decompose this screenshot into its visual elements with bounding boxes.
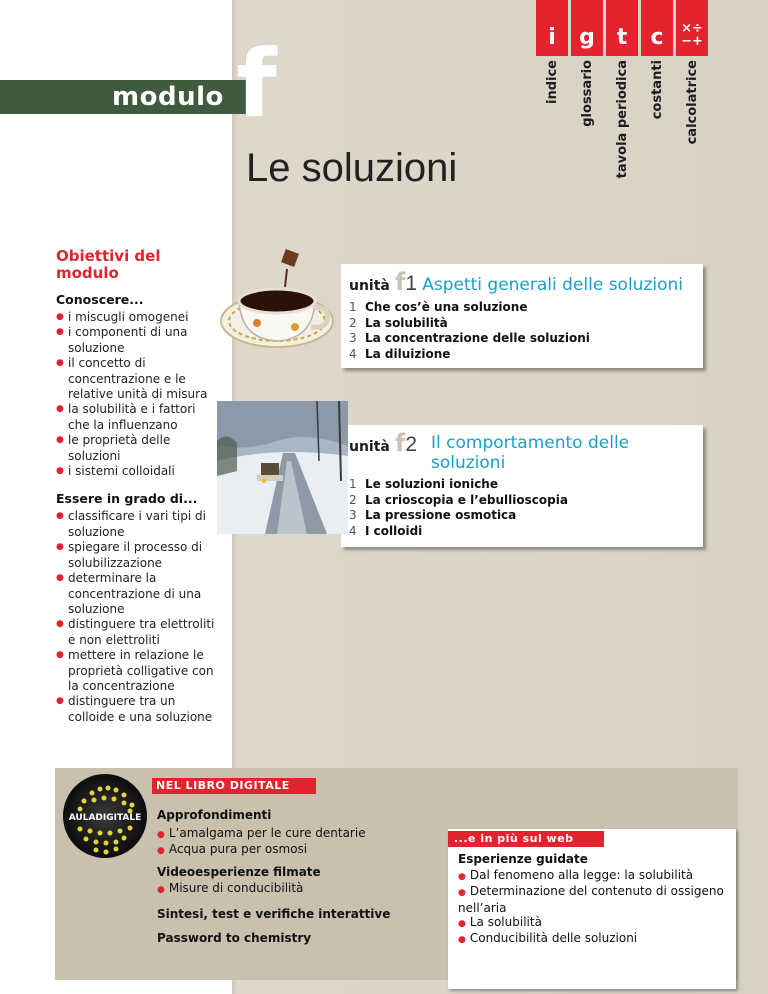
- module-letter: f: [236, 30, 277, 139]
- snowy-road-image: [217, 401, 348, 534]
- tab-calculator-label[interactable]: calcolatrice: [684, 60, 700, 145]
- video-item[interactable]: ● Misure di conducibilità: [157, 881, 303, 895]
- tab-index-label[interactable]: indice: [544, 60, 560, 104]
- list-item: ● la solubilità e i fattori che la influenzano: [56, 402, 216, 433]
- unit-2-card[interactable]: [341, 425, 703, 547]
- web-item[interactable]: ● La solubilità: [458, 915, 542, 929]
- tab-constants-letter[interactable]: c: [641, 0, 673, 56]
- unit-1-label: unità: [349, 278, 390, 294]
- unit-1-lessons: [349, 300, 590, 362]
- page-title: Le soluzioni: [246, 146, 458, 190]
- web-extras-title: ...e in più sul web: [448, 831, 604, 847]
- auladigitale-text: AULADIGITALE: [68, 813, 142, 823]
- know-list: [56, 310, 216, 479]
- list-item: ● determinare la concentrazione di una soluzione: [56, 571, 216, 617]
- web-item[interactable]: ● Determinazione del contenuto di ossigeno nell’aria: [458, 884, 728, 916]
- tab-index-letter[interactable]: i: [536, 0, 568, 56]
- password-link[interactable]: Password to chemistry: [157, 931, 312, 945]
- lesson-item[interactable]: 4 I colloidi: [349, 523, 423, 538]
- lesson-item[interactable]: 1 Che cos’è una soluzione: [349, 300, 528, 314]
- tab-periodic-table-label[interactable]: tavola periodica: [614, 60, 630, 179]
- list-item: ● distinguere tra un colloide e una soluzione: [56, 694, 216, 725]
- unit-2-number: 2: [405, 433, 418, 456]
- list-item: ● i componenti di una soluzione: [56, 325, 216, 356]
- coffee-cup-image: [217, 243, 342, 361]
- tab-glossary-label[interactable]: glossario: [579, 60, 595, 127]
- list-item: ● mettere in relazione le proprietà colligative con la concentrazione: [56, 648, 216, 694]
- list-item: ● spiegare il processo di solubilizzazione: [56, 540, 216, 571]
- unit-1-card[interactable]: [341, 264, 703, 368]
- list-item: ● i miscugli omogenei: [56, 310, 216, 325]
- tab-constants-label[interactable]: costanti: [649, 60, 665, 120]
- able-heading: Essere in grado di...: [56, 491, 198, 507]
- know-heading: Conoscere...: [56, 292, 144, 307]
- video-heading: Videoesperienze filmate: [157, 865, 321, 879]
- web-heading: Esperienze guidate: [458, 852, 588, 866]
- lesson-item[interactable]: 2 La solubilità: [349, 315, 448, 330]
- unit-1-title[interactable]: Aspetti generali delle soluzioni: [422, 275, 683, 295]
- lesson-item[interactable]: 3 La concentrazione delle soluzioni: [349, 331, 590, 346]
- tab-periodic-table-letter[interactable]: t: [606, 0, 638, 56]
- tab-glossary-letter[interactable]: g: [571, 0, 603, 56]
- unit-2-title[interactable]: Il comportamento delle soluzioni: [431, 433, 630, 473]
- unit-2-letter: f: [394, 429, 406, 457]
- lesson-item[interactable]: 2 La crioscopia e l’ebullioscopia: [349, 492, 568, 507]
- unit-2-label: unità: [349, 439, 390, 455]
- module-word: modulo: [112, 82, 224, 112]
- tab-calculator-icon[interactable]: ×÷ −+: [676, 0, 708, 56]
- web-item[interactable]: ● Conducibilità delle soluzioni: [458, 931, 637, 945]
- objectives-column: [56, 292, 216, 725]
- list-item: ● le proprietà delle soluzioni: [56, 433, 216, 464]
- web-item[interactable]: ● Dal fenomeno alla legge: la solubilità: [458, 868, 693, 882]
- lesson-item[interactable]: 4 La diluizione: [349, 346, 451, 361]
- auladigitale-badge[interactable]: [62, 773, 148, 859]
- list-item: ● i sistemi colloidali: [56, 464, 216, 479]
- list-item: ● il concetto di concentrazione e le relative unità di misura: [56, 356, 216, 402]
- unit-2-lessons: [349, 477, 568, 539]
- lesson-item[interactable]: 3 La pressione osmotica: [349, 508, 517, 523]
- unit-1-letter: f: [394, 268, 406, 296]
- list-item: ● distinguere tra elettroliti e non elettroliti: [56, 617, 216, 648]
- objectives-title: Obiettivi del modulo: [56, 247, 161, 282]
- lesson-item[interactable]: 1 Le soluzioni ioniche: [349, 477, 498, 491]
- digital-book-title: NEL LIBRO DIGITALE: [152, 778, 316, 794]
- approf-item[interactable]: ● L’amalgama per le cure dentarie: [157, 826, 366, 840]
- approf-item[interactable]: ● Acqua pura per osmosi: [157, 842, 307, 856]
- able-list: [56, 509, 216, 725]
- list-item: ● classificare i vari tipi di soluzione: [56, 509, 216, 540]
- unit-1-number: 1: [405, 272, 418, 295]
- sintesi-link[interactable]: Sintesi, test e verifiche interattive: [157, 907, 391, 921]
- approf-heading: Approfondimenti: [157, 808, 272, 822]
